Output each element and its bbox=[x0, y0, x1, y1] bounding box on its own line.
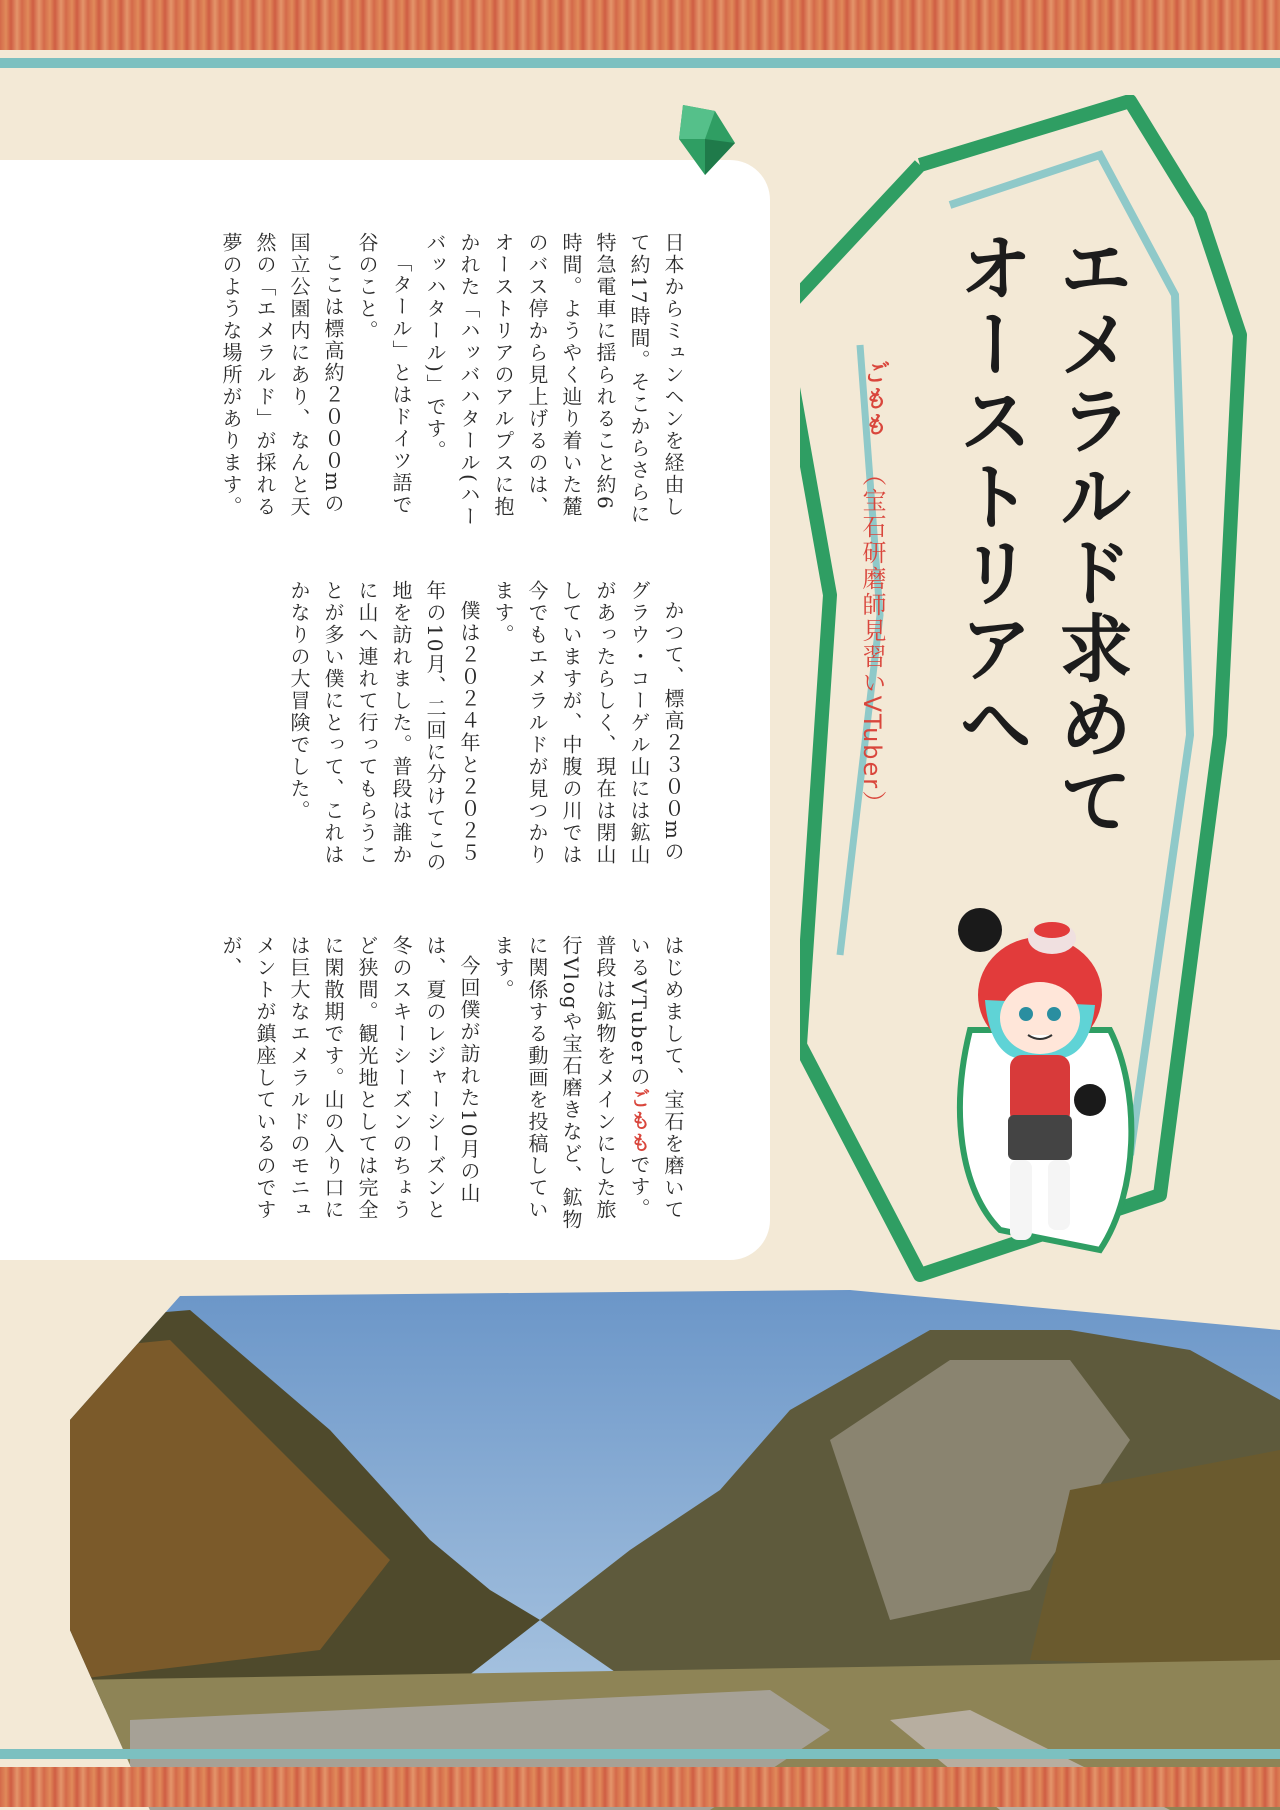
top-teal-stripe bbox=[0, 58, 1280, 68]
author-byline bbox=[855, 360, 890, 816]
author-name: ごもも bbox=[858, 360, 886, 438]
paragraph: 「タール」とはドイツ語で谷のこと。 bbox=[355, 232, 413, 516]
article-block-1 bbox=[214, 232, 690, 532]
text-segment: です。普段は鉱物をメインにした旅行Vlogや宝石磨きなど、鉱物に関係する動画を投稿しています。 bbox=[491, 935, 651, 1231]
emerald-gem-icon bbox=[675, 105, 737, 175]
title-line-2: オーストリアへ bbox=[947, 230, 1033, 762]
paragraph: 僕は２０２４年と２０２５年の10月、二回に分けてこの地を訪れました。普段は誰かに山へ連れて行ってもらうことが多い僕にとって、これはかなりの大冒険でした。 bbox=[287, 580, 481, 874]
top-decorative-band bbox=[0, 0, 1280, 50]
paragraph: 日本からミュンヘンを経由して約17時間。そこからさらに特急電車に揺られること約6時間。ようやく辿り着いた麓のバス停から見上げるのは、オーストリアのアルプスに抱かれた「ハッバハタール(ハーバッハタール)」です。 bbox=[423, 232, 685, 528]
paragraph: 今回僕が訪れた10月の山は、夏のレジャーシーズンと冬のスキーシーズンのちょうど狭間。観光地としては完全に閑散期です。山の入り口には巨大なエメラルドのモニュメントが鎮座しているのですが、 bbox=[219, 935, 481, 1221]
paragraph: かつて、標高２３００mのグラウ・コーゲル山には鉱山があったらしく、現在は閉山していますが、中腹の川では今でもエメラルドが見つかります。 bbox=[491, 580, 685, 866]
vtuber-character-illustration bbox=[940, 890, 1140, 1270]
bottom-decorative-band bbox=[0, 1767, 1280, 1807]
paragraph bbox=[486, 935, 690, 1235]
article-block-2 bbox=[282, 580, 690, 880]
author-name-highlight: ごもも bbox=[627, 1087, 651, 1154]
text-segment: はじめまして、宝石を磨いているVTuberの bbox=[627, 935, 685, 1221]
paragraph: ここは標高約２０００mの国立公園内にあり、なんと天然の「エメラルド」が採れる夢のような場所があります。 bbox=[219, 232, 345, 518]
article-title bbox=[940, 230, 1140, 910]
title-line-1: エメラルド求めて bbox=[1047, 230, 1133, 838]
author-role: （宝石研磨師見習いVTuber） bbox=[858, 461, 886, 817]
article-block-3 bbox=[214, 935, 690, 1235]
mountain-valley-photo bbox=[70, 1290, 1280, 1810]
bottom-teal-stripe bbox=[0, 1749, 1280, 1759]
